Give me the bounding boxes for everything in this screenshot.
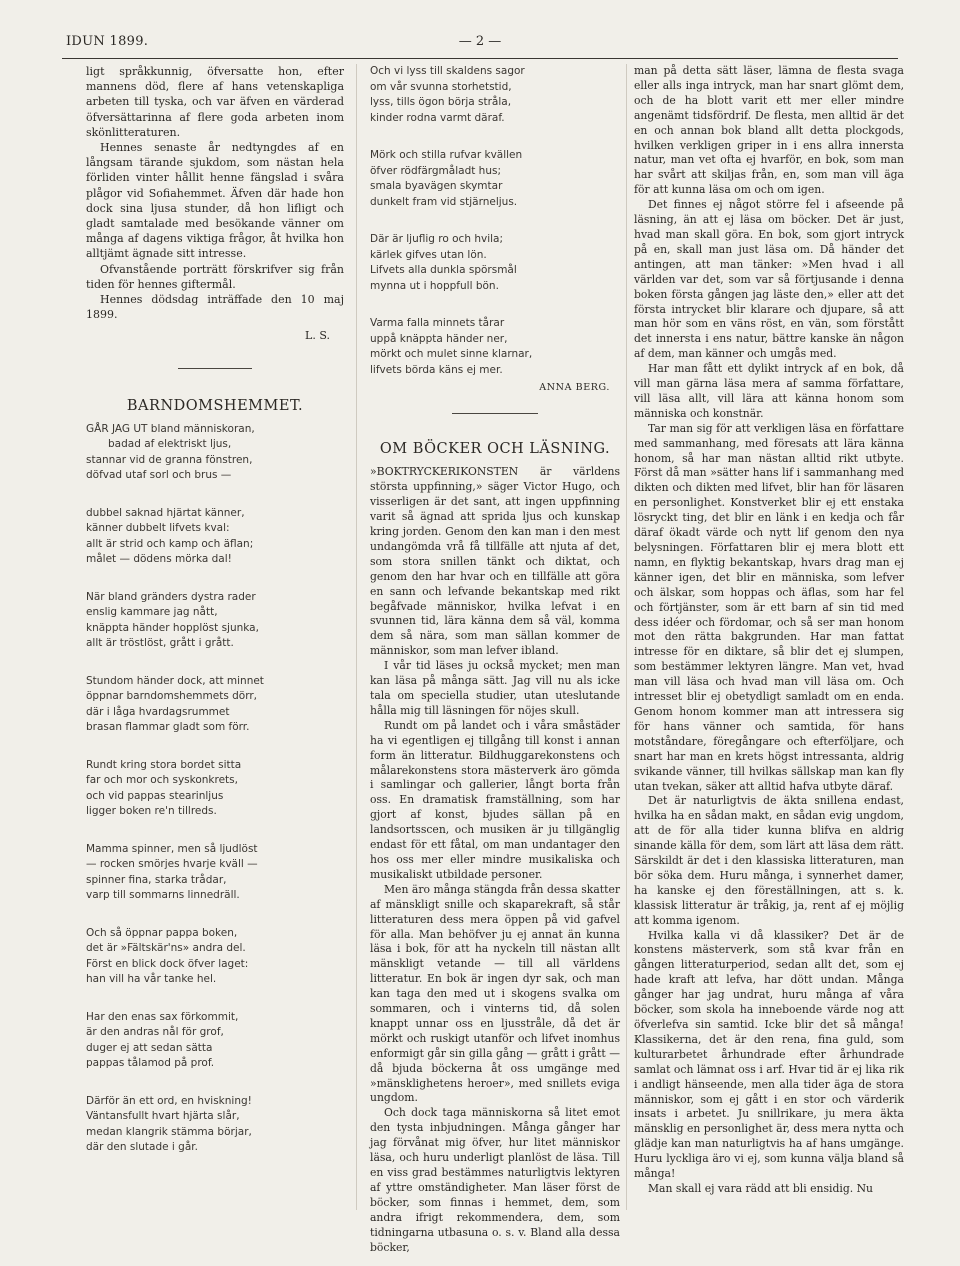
- poem-line: där i låga hvardagsrummet: [86, 705, 230, 718]
- poem-line: mynna ut i hoppfull bön.: [370, 279, 499, 292]
- poem-stanza: [86, 758, 344, 820]
- poem-line: varp till sommarns linnedräll.: [86, 889, 240, 902]
- poem-line: kärlek gifves utan lön.: [370, 248, 487, 261]
- poem-line: lifvets börda käns ej mer.: [370, 363, 503, 376]
- poem-line: Väntansfullt hvart hjärta slår,: [86, 1110, 240, 1123]
- article-paragraph: Man skall ej vara rädd att bli ensidig. Nu: [648, 1181, 874, 1195]
- poem-barndomshemmet: [86, 422, 344, 1156]
- poem-stanza: [86, 926, 344, 988]
- poem-line: öfver rödfärgmåladt hus;: [370, 164, 502, 177]
- poem-line: enslig kammare jag nått,: [86, 606, 218, 619]
- article-paragraph: Och dock taga människorna så litet emot den tysta inbjudningen. Många gånger har jag förvånat mig öfver, hur litet människor läsa, och huru underligt planlöst de läsa. Till en viss grad bestämmes naturligtvis lektyren af yttre omständigheter. Man läser först de böcker, som finnas i hemmet, dem, som andra ifrigt rekommendera, dem, som tidningarna utbasuna o. s. v. Bland alla dessa böcker,: [370, 1106, 620, 1254]
- poem-stanza: [370, 232, 620, 294]
- poem-line: målet — dödens mörka dal!: [86, 553, 232, 566]
- poem-line: han vill ha vår tanke hel.: [86, 973, 217, 986]
- obituary-paragraph: Ofvanstående porträtt förskrifver sig från tiden för hennes giftermål.: [86, 262, 344, 291]
- poem-stanza: [370, 316, 620, 378]
- poem-line: uppå knäppta händer ner,: [370, 332, 508, 345]
- poem-line: Därför än ett ord, en hviskning!: [86, 1094, 252, 1107]
- poem-stanza: [86, 842, 344, 904]
- poem-line: Mörk och stilla rufvar kvällen: [370, 149, 523, 161]
- article-paragraph: Det är naturligtvis de äkta snillena endast, hvilka ha en sådan makt, en sådan evig ungdom, att de för alla tider kunna blifva en aldrig sinande källa för dem, som lärt att läsa dem rätt. Särskildt är det i den klassiska litteraturen, man bör söka dem. Huru många, i synnerhet damer, ha kanske ej den föreställningen, att s. k. klassisk litteratur är tråkig, ja, rent af ej möjlig att komma igenom.: [634, 794, 904, 927]
- poem-stanza: [86, 1010, 344, 1072]
- poem-line: badad af elektriskt ljus,: [108, 438, 232, 451]
- poem-continuation: [370, 64, 620, 378]
- poem-line: döfvad utaf sorl och brus —: [86, 469, 232, 482]
- poem-title: BARNDOMSHEMMET.: [126, 397, 304, 414]
- poem-line: om vår svunna storhetstid,: [370, 80, 512, 93]
- section-rule: [178, 368, 252, 369]
- column-divider: [626, 64, 627, 1210]
- poem-stanza: [86, 590, 344, 652]
- poem-line: Har den enas sax förkommit,: [86, 1010, 239, 1023]
- poem-line: När bland gränders dystra rader: [86, 590, 256, 603]
- article-title: OM BÖCKER OCH LÄSNING.: [379, 441, 611, 458]
- poem-line: pappas tålamod på prof.: [86, 1057, 215, 1070]
- poem-line: Lifvets alla dunkla spörsmål: [370, 264, 517, 276]
- column-divider: [356, 64, 357, 1210]
- poem-line: och vid pappas stearinljus: [86, 789, 224, 802]
- poem-stanza: [86, 674, 344, 736]
- poem-line: öppnar barndomshemmets dörr,: [86, 690, 258, 703]
- poem-line: Först en blick dock öfver laget:: [86, 957, 249, 970]
- poem-line: är den andras nål för grof,: [86, 1026, 224, 1039]
- poem-line: dunkelt fram vid stjärneljus.: [370, 195, 518, 208]
- poem-stanza: [86, 506, 344, 568]
- article-paragraph: Rundt om på landet och i våra småstäder ha vi egentligen ej tillgång till konst i annan form än litteratur. Bildhuggarekonstens och målarekonstens stora mästerverk äro gömda i samlingar och gallerier, långt borta från oss. En dramatisk framställning, som har gjort af konst, bjudes sällan på en landsortsscen, och musiken är ju tillgänglig endast för ett fåtal, om man undantager den hos oss mer eller mindre musikaliska och musikaliskt utbildade personer.: [370, 718, 620, 881]
- poem-line: Rundt kring stora bordet sitta: [86, 758, 242, 771]
- header-rule: [62, 58, 898, 59]
- publication-title: IDUN 1899.: [66, 34, 149, 49]
- poem-line: allt är tröstlöst, grått i grått.: [86, 637, 234, 650]
- poem-line: stannar vid de granna fönstren,: [86, 453, 253, 466]
- poem-line: medan klangrik stämma börjar,: [86, 1125, 252, 1138]
- article-paragraph: Har man fått ett dylikt intryck af en bok, då vill man gärna läsa mera af samma författare, vill läsa allt, vill lära att känna honom som människa och konstnär.: [634, 362, 904, 420]
- obituary-signature: L. S.: [305, 329, 330, 343]
- poem-line: ligger boken re'n tillreds.: [86, 805, 217, 818]
- article-paragraph: »BOKTRYCKERIKONSTEN är världens största uppfinning,» säger Victor Hugo, och visserligen är det sant, att ingen uppfinning varit så ägnad att sprida ljus och kunskap kring jorden. Genom den kan man i den mest undangömda vrå få tillfälle att njuta af det, som stora snillen tänkt och diktat, och genom den har hvar och en tillfälle att göra en sann och lefvande bekantskap med rikt begåfvade människor, hvilka lefvat i en svunnen tid, lära känna dem så väl, komma dem så nära, som man sällan kommer de människor, som man lefver ibland.: [370, 465, 620, 658]
- poem-line: smala byavägen skymtar: [370, 180, 503, 192]
- poem-line: Och så öppnar pappa boken,: [86, 926, 238, 939]
- article-paragraph: Men äro många stängda från dessa skatter af mänskligt snille och skaparekraft, så står litteraturen dess mera öppen på vid gafvel för alla. Man behöfver ju ej annat än kunna läsa i bok, för att ha nyckeln till nästan allt mänskligt vetande — till all världens litteratur. En bok är ingen dyr sak, och man kan taga den med ut i skogens svalka om sommaren, och i vinterns tid, då solen knappt unnar oss en ljusstråle, då det är mörkt och ruskigt utanför och lifvet inomhus enformigt går sin gilla gång — grått i grått — då bjuda böckerna åt oss umgänge med »mänsklighetens heroer», med snillets eviga ungdom.: [370, 882, 620, 1105]
- obituary-paragraph: ligt språkkunnig, öfversatte hon, efter mannens död, flere af hans vetenskapliga arbeten till tyska, och var äfven en värderad öfversättarinna af flere goda arbeten inom skönlitteraturen.: [86, 65, 344, 139]
- poem-line: Stundom händer dock, att minnet: [86, 674, 264, 687]
- poem-line: dubbel saknad hjärtat känner,: [86, 506, 245, 519]
- obituary-paragraph: Hennes senaste år nedtyngdes af en långsam tärande sjukdom, som nästan hela förliden vinter hållit henne fängslad i svåra plågor vid Sofiahemmet. Äfven där hade hon dock sina ljusa stunder, då hon lifligt och gladt samtalade med besökande vänner om många af dagens viktiga frågor, åt hvilka hon alltjämt ägnade sitt intresse.: [86, 141, 344, 261]
- poem-stanza: [86, 422, 344, 484]
- article-paragraph: I vår tid läses ju också mycket; men man kan läsa på många sätt. Jag vill nu als icke tala om speciella studier, utan uteslutande hålla mig till läsningen för nöjes skull.: [370, 659, 620, 717]
- article-paragraph: Tar man sig för att verkligen läsa en författare med sammanhang, med föresats att lära känna honom, så har man nästan alltid rikt utbyte. Först då man »sätter hans lif i sammanhang med dikten och dikten med lifvet, blir han för läsaren en personlighet. Konstverket blir ej ett enstaka lösryckt ting, det blir en länk i en kedja och får däraf ökadt värde och nytt lif genom den nya belysningen. Författaren blir ej mera blott ett namn, en flyktig bekantskap, hvars drag man ej känner igen, det blir en människa, som lefver och älskar, som hoppas och äflas, som har fel och förtjänster, som är ett barn af sin tid med dess idéer och fördomar, och så ser man honom mot den rätta bakgrunden. Har man fattat intresse för en diktare, så blir det ej slumpen, som bestämmer lektyren längre. Man vet, hvad man vill läsa och hvad man vill läsa om. Och intresset blir ej obetydligt samladt om en enda. Genom honom kommer man att intressera sig för hans vänner och samtida, för hans motståndare, föregångare och efterföljare, och snart har man en krets högst intressanta, aldrig svikande vänner, till hvilkas sällskap man kan fly utan tvekan, säker att alltid hafva utbyte däraf.: [634, 421, 904, 793]
- article-paragraph: Det finnes ej något större fel i afseende på läsning, än att ej läsa om böcker. Det är just, hvad man skall göra. En bok, som gjort intryck på en, skall man just läsa om. Då händer det antingen, att man tänker: »Men hvad i all världen var det, som var så förtjusande i denna boken första gången jag läste den,» eller att det första intrycket blir klarare och djupare, så att man hör som en väns röst, en vän, som förstått det innersta i ens natur, bättre kanske än någon af dem, man känner och umgås med.: [634, 198, 904, 361]
- poem-line: allt är strid och kamp och äflan;: [86, 537, 254, 550]
- column-3: [634, 64, 904, 1197]
- poem-line: lyss, tills ögon börja stråla,: [370, 96, 512, 108]
- page-header: [66, 34, 894, 56]
- poem-stanza: [86, 1094, 344, 1156]
- poem-line: far och mor och syskonkrets,: [86, 774, 238, 787]
- poem-line: brasan flammar gladt som förr.: [86, 721, 250, 734]
- obituary-paragraph: Hennes dödsdag inträffade den 10 maj 1899.: [86, 293, 344, 322]
- poem-line: mörkt och mulet sinne klarnar,: [370, 348, 533, 360]
- column-1: [86, 64, 344, 1178]
- poem-line: spinner fina, starka trådar,: [86, 873, 227, 886]
- page-number: — 2 —: [458, 34, 502, 49]
- poem-line: duger ej att sedan sätta: [86, 1041, 213, 1054]
- poem-line: känner dubbelt lifvets kval:: [86, 522, 230, 535]
- poem-author: ANNA BERG.: [539, 382, 610, 393]
- article-paragraph: Hvilka kalla vi då klassiker? Det är de konstens mästerverk, som stå kvar från en gången litteraturperiod, sedan allt det, som ej hade kraft att lefva, har dött undan. Många gånger har jag undrat, huru många af våra böcker, som skola ha inneboende värde nog att öfverlefva sin samtid. Icke blir det så många! Klassikerna, det är den rena, fina guld, som kulturarbetet århundrade efter århundrade samlat och lämnat oss i arf. Hvar tid är ej lika rik i andligt hänseende, men alla tider äga de stora människor, som ej gått i en stor och värderik insats i arbetet. Ju snillrikare, ju mera äkta mänsklig en personlighet är, dess mera nytta och glädje kan man naturligtvis ha af hans umgänge. Huru lyckliga äro vi ej, som kunna välja bland så många!: [634, 928, 904, 1181]
- poem-stanza: [370, 64, 620, 126]
- article-paragraph: man på detta sätt läser, lämna de flesta svaga eller alls inga intryck, man har snart glömt dem, och de ha blott varit ett mer eller mindre angenämt tidsfördrif. De flesta, men alltid är det en och annan bok bland allt detta plockgods, hvilken verkligen griper in i ens allra innersta natur, man vet ofta ej hvarför, en bok, som man har svårt att skiljas från, en, som man vill äga för att kunna läsa om och om igen.: [634, 64, 904, 197]
- poem-line: — rocken smörjes hvarje kväll —: [86, 858, 258, 871]
- column-2: [370, 64, 620, 1255]
- poem-line: knäppta händer hopplöst sjunka,: [86, 621, 259, 634]
- poem-line: Och vi lyss till skaldens sagor: [370, 65, 525, 77]
- poem-stanza: [370, 148, 620, 210]
- poem-line: Varma falla minnets tårar: [370, 317, 505, 329]
- poem-line: Där är ljuflig ro och hvila;: [370, 233, 503, 245]
- poem-line: det är »Fältskär'ns» andra del.: [86, 942, 246, 955]
- poem-line: där den slutade i går.: [86, 1141, 198, 1154]
- section-rule: [452, 413, 538, 414]
- poem-line: Mamma spinner, men så ljudlöst: [86, 842, 258, 855]
- poem-line: GÅR JAG UT bland människoran,: [86, 422, 255, 435]
- poem-line: kinder rodna varmt däraf.: [370, 111, 505, 124]
